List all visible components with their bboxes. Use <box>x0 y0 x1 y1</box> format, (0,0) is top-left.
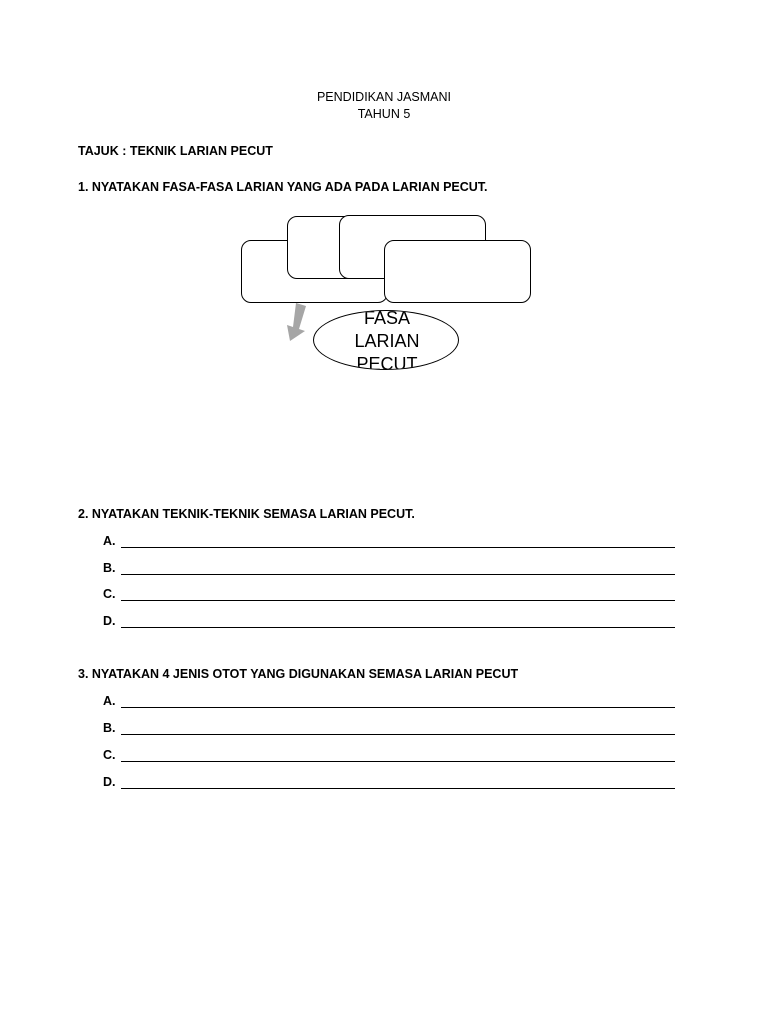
center-ellipse <box>313 310 459 370</box>
topic-heading: TAJUK : TEKNIK LARIAN PECUT <box>78 144 273 158</box>
arrow-down-left-icon <box>284 303 312 343</box>
center-label: FASA LARIAN PECUT <box>354 310 420 370</box>
answer-label: B. <box>103 721 116 735</box>
question-1-text: 1. NYATAKAN FASA-FASA LARIAN YANG ADA PADA LARIAN PECUT. <box>78 180 488 194</box>
answer-line-3a[interactable] <box>103 694 675 710</box>
answer-label: B. <box>103 561 116 575</box>
grade-title: TAHUN 5 <box>357 107 411 121</box>
answer-label: D. <box>103 614 116 628</box>
answer-line-2a[interactable] <box>103 534 675 550</box>
question-2-text: 2. NYATAKAN TEKNIK-TEKNIK SEMASA LARIAN PECUT. <box>78 507 415 521</box>
answer-line-3c[interactable] <box>103 748 675 764</box>
answer-line-3b[interactable] <box>103 721 675 737</box>
question-3-text: 3. NYATAKAN 4 JENIS OTOT YANG DIGUNAKAN SEMASA LARIAN PECUT <box>78 667 519 681</box>
answer-line-2c[interactable] <box>103 587 675 603</box>
answer-label: D. <box>103 775 116 789</box>
answer-line-2b[interactable] <box>103 561 675 577</box>
answer-label: A. <box>103 534 116 548</box>
subject-title: PENDIDIKAN JASMANI <box>316 90 452 104</box>
answer-label: A. <box>103 694 116 708</box>
answer-label: C. <box>103 748 116 762</box>
answer-label: C. <box>103 587 116 601</box>
answer-line-2d[interactable] <box>103 614 675 630</box>
answer-line-3d[interactable] <box>103 775 675 791</box>
phase-box-4[interactable] <box>384 240 531 303</box>
